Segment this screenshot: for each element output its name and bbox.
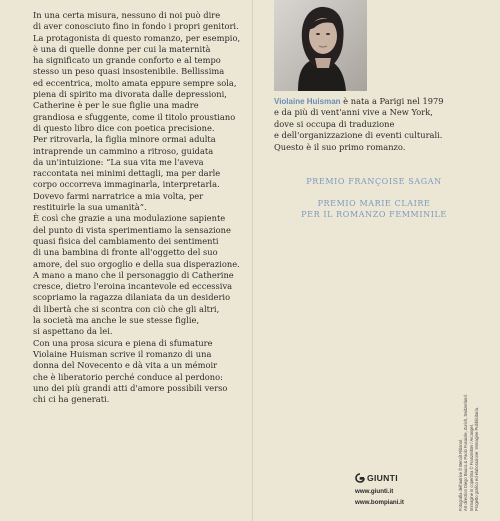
- blurb-line: La protagonista di questo romanzo, per esempio,: [33, 32, 241, 43]
- bio-line: Questo è il suo primo romanzo.: [274, 141, 406, 152]
- bio-line: e da più di vent'anni vive a New York,: [274, 107, 433, 118]
- bio-line: e dell'organizzazione di eventi culturali.: [274, 130, 443, 141]
- blurb-line: intraprende un cammino a ritroso, guidata: [33, 145, 214, 156]
- blurb-line: In una certa misura, nessuno di noi può dire: [33, 10, 221, 20]
- publisher-urls: [355, 486, 404, 508]
- blurb-line: Dovevo farmi narratrice a mia volta, per: [33, 190, 204, 201]
- giunti-logo-icon: [355, 473, 365, 483]
- blurb-line: è una di quelle donne per cui la maternità: [33, 43, 211, 54]
- bio-text: è nata a Parigi nel 1979: [340, 96, 444, 106]
- author-bio: [274, 96, 474, 153]
- publisher-url-bompiani[interactable]: www.bompiani.it: [355, 499, 404, 506]
- column-divider: [252, 0, 253, 521]
- blurb-line: cresce, dietro l'eroina incantevole ed eccessiva: [33, 281, 233, 292]
- author-portrait-svg: [274, 0, 367, 91]
- image-credits: [458, 375, 498, 511]
- blurb-line: ed eccentrica, molto amata eppure sempre sola,: [33, 77, 237, 88]
- prize-marie-claire: [274, 198, 474, 220]
- blurb-line: scopriamo la ragazza dilaniata da un desiderio: [33, 292, 231, 303]
- blurb-line: del punto di vista sperimentiamo la sensazione: [33, 224, 231, 235]
- prize-label: PREMIO FRANÇOISE SAGAN: [306, 177, 442, 186]
- blurb-line: Con una prosa sicura e piena di sfumature: [33, 337, 213, 348]
- blurb-line: donna del Novecento e dà vita a un mémoir: [33, 360, 218, 371]
- blurb-line: di aver conosciuto fino in fondo i propri genitori.: [33, 21, 239, 32]
- blurb-line: Violaine Huisman scrive il romanzo di una: [33, 348, 212, 359]
- prize-label: PREMIO MARIE CLAIRE: [317, 199, 431, 208]
- blurb-line: da un'intuizione: “La sua vita me l'aveva: [33, 156, 204, 167]
- blurb-line: che è liberatorio perché conduce al perdono:: [33, 371, 223, 382]
- blurb-line: di questo libro dice con poetica precisione.: [33, 122, 215, 133]
- publisher-logo: [355, 473, 398, 483]
- publisher-name: GIUNTI: [367, 473, 398, 483]
- blurb-line: chi ci ha generati.: [33, 394, 110, 405]
- blurb-line: corpo occorreva immaginarla, interpretarla.: [33, 179, 220, 190]
- blurb-line: uno dei più grandi atti d'amore possibili verso: [33, 382, 228, 393]
- blurb-line: stesso un peso quasi insostenibile. Bellissima: [33, 66, 225, 77]
- blurb-line: restituirle la sua umanità”.: [33, 202, 147, 213]
- author-name: Violaine Huisman: [274, 97, 341, 106]
- publisher-url-giunti[interactable]: www.giunti.it: [355, 488, 394, 495]
- blurb-line: piena di spirito ma divorata dalle depressioni,: [33, 89, 227, 100]
- blurb-line: amore, del suo orgoglio e della sua disperazione.: [33, 258, 240, 269]
- blurb-line: di una bambina di fronte all'oggetto del suo: [33, 247, 218, 258]
- blurb-line: A mano a mano che il personaggio di Catherine: [33, 269, 234, 280]
- bio-line: dove si occupa di traduzione: [274, 118, 395, 129]
- blurb-line: di libertà che si scontra con ciò che gli altri,: [33, 303, 220, 314]
- blurb-line: raccontata nei minimi dettagli, ma per darle: [33, 168, 221, 179]
- blurb-line: Per ritrovarla, la figlia minore ormai adulta: [33, 134, 216, 145]
- blurb-line: la società ma anche le sue stesse figlie,: [33, 315, 200, 326]
- bio-line: [274, 96, 474, 107]
- blurb-line: si aspettano da lei.: [33, 326, 113, 337]
- blurb-line: È così che grazie a una modulazione sapiente: [33, 213, 226, 224]
- prize-sagan: [274, 176, 474, 187]
- credit-line: Immagine in copertina © Franzmitter / Arcangel.: [468, 424, 474, 511]
- credit-line: Progetto grafico ed elaborazione: Immagine Pubblicitaria.: [474, 407, 480, 511]
- blurb-line: ha significato un grande conforto e al tempo: [33, 55, 221, 66]
- book-blurb: [33, 10, 245, 405]
- blurb-line: Catherine è per le sue figlie una madre: [33, 100, 199, 111]
- prize-label: PER IL ROMANZO FEMMINILE: [301, 210, 447, 219]
- credit-line: Fotografia dell'autrice © Benoît Ritisnal.: [458, 439, 463, 511]
- credit-line: Art direction Diego Bauca & Paolo Fusaiole, Zurich, Switzerland.: [463, 394, 469, 511]
- blurb-line: quasi fisica del cambiamento dei sentimenti: [33, 235, 219, 246]
- blurb-line: grandiosa e sfuggente, come il titolo proustiano: [33, 111, 236, 122]
- author-portrait-image: [274, 0, 367, 91]
